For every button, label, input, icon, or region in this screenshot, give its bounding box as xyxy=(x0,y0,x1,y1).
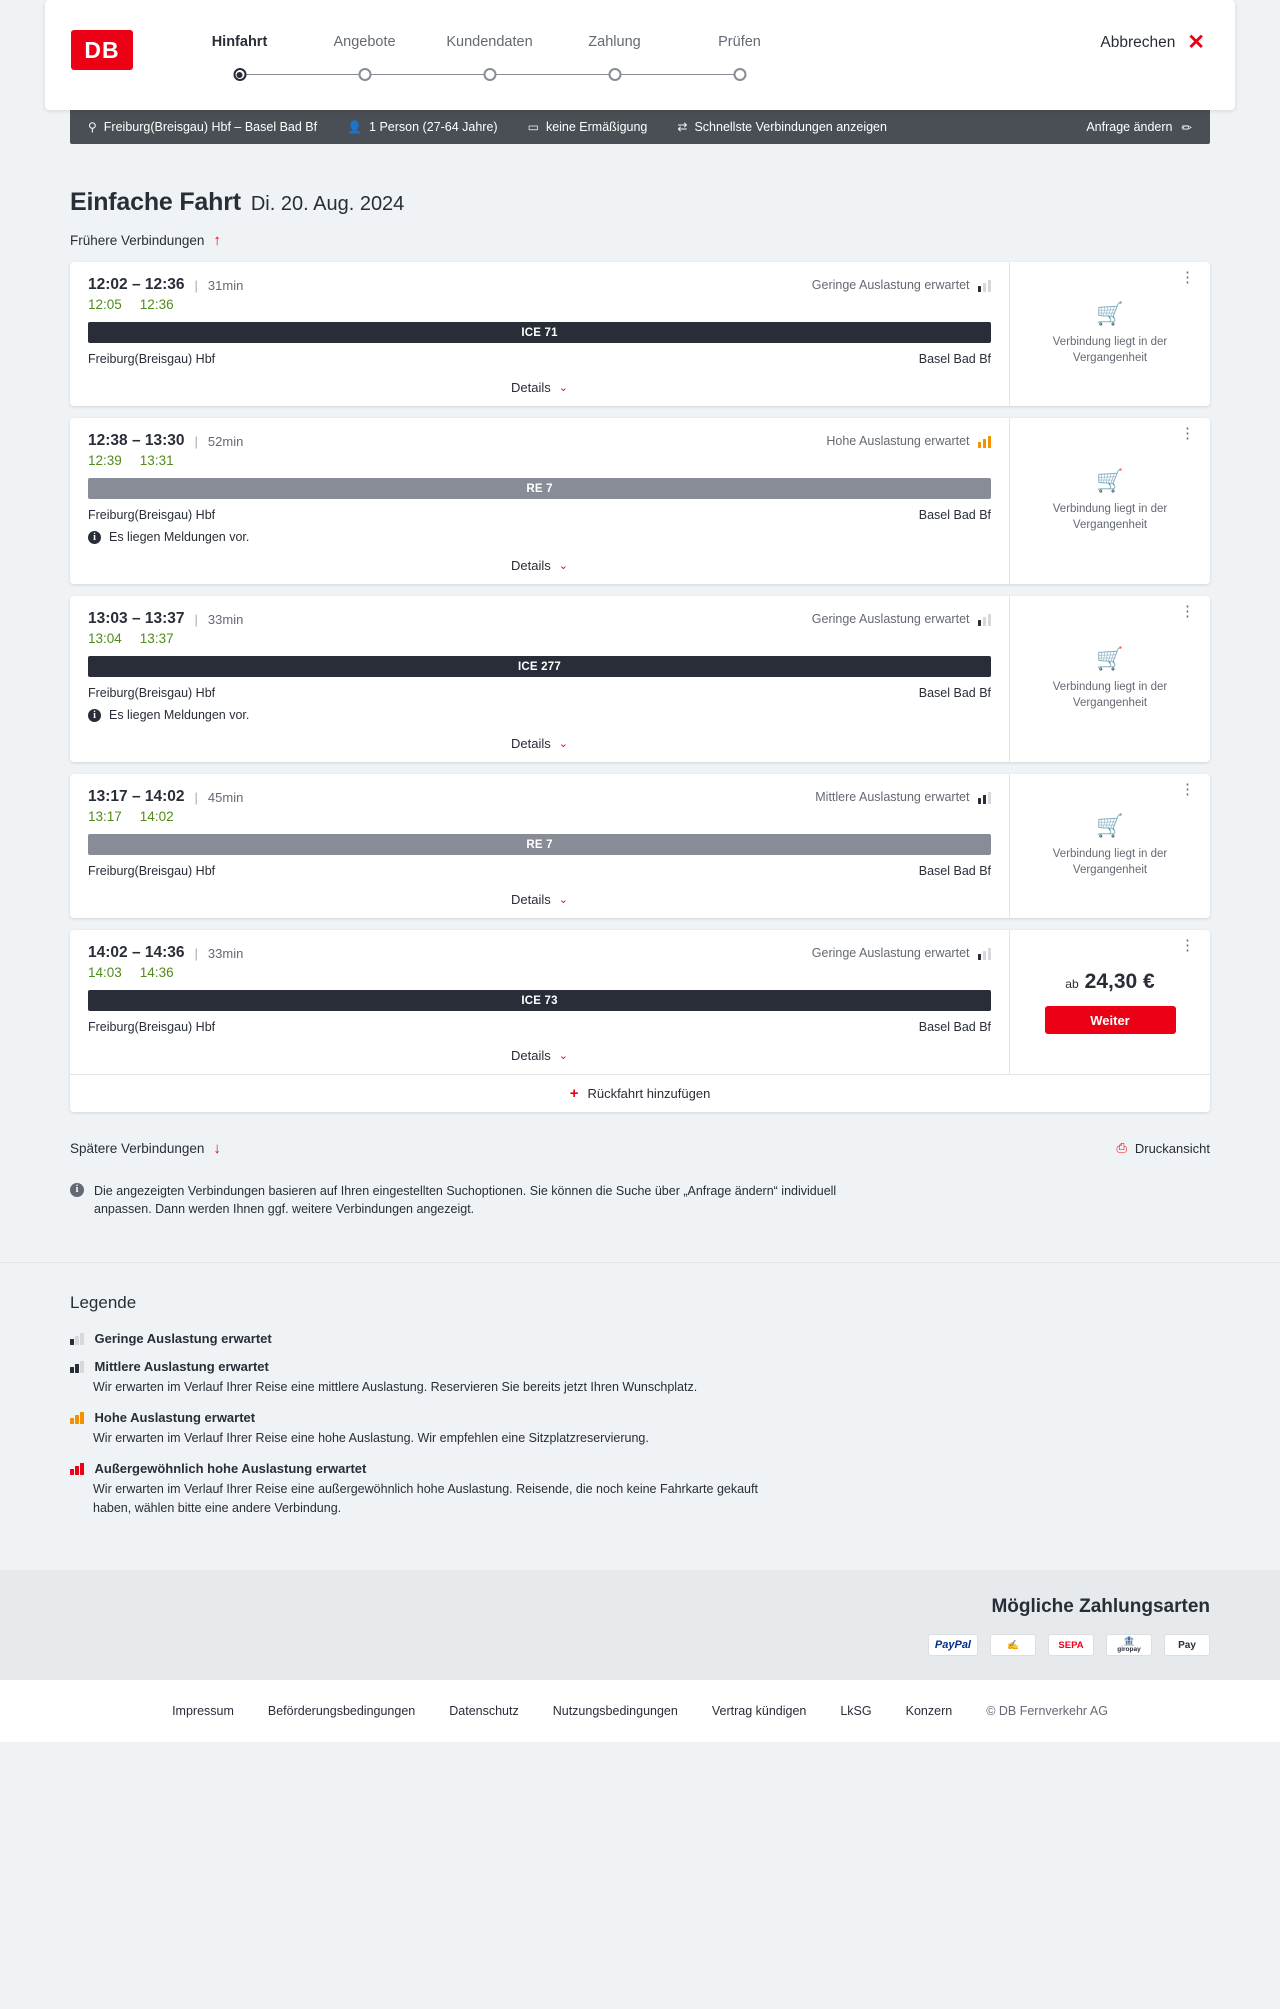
divider: | xyxy=(194,277,198,293)
page-title xyxy=(70,188,1210,217)
printer-icon: ⎙ xyxy=(1116,1140,1127,1155)
direct-debit-icon: ✍ xyxy=(990,1634,1036,1656)
train-badge: ICE 71 xyxy=(88,322,991,343)
occupancy-low-icon xyxy=(978,613,992,626)
step-label: Hinfahrt xyxy=(211,34,268,50)
occupancy-indicator xyxy=(812,612,991,626)
connection-action xyxy=(1010,262,1210,406)
connection-details xyxy=(70,774,1010,918)
station-from: Freiburg(Breisgau) Hbf xyxy=(88,508,216,522)
info-note-text: Die angezeigten Verbindungen basieren auf Ihren eingestellten Suchoptionen. Sie können die Suche über „Anfrage ändern“ individuell anpassen. Dann werden Ihnen ggf. weitere Verbindungen angezeigt. xyxy=(94,1184,837,1217)
connection-details xyxy=(70,930,1010,1074)
price-value: 24,30 € xyxy=(1084,970,1155,993)
connection-notice[interactable] xyxy=(88,530,991,544)
occupancy-label: Mittlere Auslastung erwartet xyxy=(815,790,970,804)
real-arrival: 13:37 xyxy=(139,631,174,646)
footer-link-lksg[interactable]: LkSG xyxy=(840,1704,872,1719)
more-options-icon[interactable]: ⋮ xyxy=(1180,603,1196,620)
details-toggle[interactable] xyxy=(88,1048,991,1074)
more-options-icon[interactable]: ⋮ xyxy=(1180,425,1196,442)
apple-pay-icon xyxy=(1164,1634,1210,1656)
db-logo[interactable]: DB xyxy=(71,30,133,70)
price-display xyxy=(1065,970,1154,994)
legend-item-label: Geringe Auslastung erwartet xyxy=(94,1331,272,1347)
step-pruefen[interactable] xyxy=(677,34,802,86)
train-badge: ICE 73 xyxy=(88,990,991,1011)
summary-passengers-label: 1 Person (27-64 Jahre) xyxy=(369,120,498,134)
giropay-glyph: 🏦 xyxy=(1123,1635,1135,1647)
station-to: Basel Bad Bf xyxy=(918,1020,991,1034)
connection-details xyxy=(70,596,1010,762)
occupancy-label: Hohe Auslastung erwartet xyxy=(826,434,970,448)
chevron-down-icon: ⌄ xyxy=(558,1050,568,1062)
summary-route xyxy=(88,120,317,134)
real-arrival: 14:02 xyxy=(139,809,174,824)
connection-details xyxy=(70,262,1010,406)
station-from: Freiburg(Breisgau) Hbf xyxy=(88,1020,216,1034)
occupancy-medium-icon xyxy=(978,791,992,804)
notice-label: Es liegen Meldungen vor. xyxy=(109,530,250,544)
later-label: Spätere Verbindungen xyxy=(70,1140,205,1156)
step-angebote[interactable] xyxy=(302,34,427,86)
time-range: 13:03 – 13:37 xyxy=(88,610,185,627)
cancel-button[interactable] xyxy=(1100,32,1205,53)
list-item xyxy=(70,1410,1210,1448)
details-label: Details xyxy=(511,380,551,395)
step-dot-icon xyxy=(358,68,371,81)
change-request-label: Anfrage ändern xyxy=(1086,120,1173,134)
info-icon: i xyxy=(88,531,101,544)
occupancy-high-icon xyxy=(70,1411,84,1424)
step-label: Kundendaten xyxy=(446,34,533,50)
title-main: Einfache Fahrt xyxy=(70,188,241,216)
page-footer xyxy=(0,1680,1280,1742)
more-options-icon[interactable]: ⋮ xyxy=(1180,937,1196,954)
past-connection-label: Verbindung liegt in der Vergangenheit xyxy=(1052,848,1168,876)
occupancy-indicator xyxy=(815,790,991,804)
earlier-connections-button[interactable] xyxy=(70,233,221,248)
legend-section xyxy=(0,1262,1280,1570)
real-departure: 12:39 xyxy=(88,453,122,468)
time-range: 12:38 – 13:30 xyxy=(88,432,185,449)
earlier-label: Frühere Verbindungen xyxy=(70,233,205,248)
occupancy-low-icon xyxy=(978,279,992,292)
step-label: Zahlung xyxy=(588,34,641,50)
cart-disabled-icon: 🛒 xyxy=(1096,813,1124,839)
add-return-trip-button[interactable] xyxy=(70,1074,1210,1112)
real-arrival: 12:36 xyxy=(139,297,174,312)
footer-link-nutzungsbedingungen[interactable]: Nutzungsbedingungen xyxy=(552,1704,678,1719)
title-date: Di. 20. Aug. 2024 xyxy=(250,193,405,215)
duration: 33min xyxy=(207,945,244,961)
divider: | xyxy=(194,611,198,627)
footer-link-vertrag-kuendigen[interactable]: Vertrag kündigen xyxy=(711,1704,807,1719)
real-departure: 14:03 xyxy=(88,965,122,980)
price-prefix: ab xyxy=(1065,977,1079,991)
legend-title: Legende xyxy=(70,1293,137,1313)
step-zahlung[interactable] xyxy=(552,34,677,86)
notice-label: Es liegen Meldungen vor. xyxy=(109,708,250,722)
progress-steps xyxy=(177,34,802,86)
train-badge: RE 7 xyxy=(88,834,991,855)
table-row[interactable] xyxy=(70,262,1210,406)
occupancy-medium-icon xyxy=(70,1360,84,1373)
duration: 31min xyxy=(207,277,244,293)
details-toggle[interactable] xyxy=(88,380,991,406)
summary-passengers xyxy=(347,120,498,134)
real-arrival: 13:31 xyxy=(139,453,174,468)
details-label: Details xyxy=(511,1048,551,1063)
footer-copyright: © DB Fernverkehr AG xyxy=(986,1704,1108,1719)
cart-disabled-icon: 🛒 xyxy=(1096,301,1124,327)
more-options-icon[interactable]: ⋮ xyxy=(1180,781,1196,798)
info-icon: i xyxy=(70,1183,84,1197)
train-badge: ICE 277 xyxy=(88,656,991,677)
summary-route-label: Freiburg(Breisgau) Hbf – Basel Bad Bf xyxy=(103,120,318,134)
legend-item-label: Mittlere Auslastung erwartet xyxy=(94,1359,269,1375)
time-range: 13:17 – 14:02 xyxy=(88,788,185,805)
station-from: Freiburg(Breisgau) Hbf xyxy=(88,352,216,366)
station-from: Freiburg(Breisgau) Hbf xyxy=(88,686,216,700)
connection-action xyxy=(1010,418,1210,584)
connection-notice[interactable] xyxy=(88,708,991,722)
station-to: Basel Bad Bf xyxy=(918,508,991,522)
summary-option xyxy=(677,120,887,134)
duration: 33min xyxy=(207,611,244,627)
footer-link-befoerderungsbedingungen[interactable]: Beförderungsbedingungen xyxy=(267,1704,416,1719)
print-view-button[interactable] xyxy=(1116,1140,1210,1156)
search-summary-bar xyxy=(70,110,1210,144)
divider: | xyxy=(194,433,198,449)
table-row[interactable] xyxy=(70,930,1210,1112)
chevron-down-icon: ⌄ xyxy=(558,382,568,394)
real-departure: 12:05 xyxy=(88,297,122,312)
list-item xyxy=(70,1359,1210,1397)
step-dot-icon xyxy=(483,68,496,81)
occupancy-label: Geringe Auslastung erwartet xyxy=(811,278,970,292)
info-icon: i xyxy=(88,709,101,722)
payment-methods-section xyxy=(0,1570,1280,1680)
past-connection-label: Verbindung liegt in der Vergangenheit xyxy=(1052,503,1168,531)
more-options-icon[interactable]: ⋮ xyxy=(1180,269,1196,286)
divider: | xyxy=(194,789,198,805)
step-label: Angebote xyxy=(333,34,396,50)
location-pin-icon: ⚲ xyxy=(88,120,97,134)
occupancy-label: Geringe Auslastung erwartet xyxy=(811,946,970,960)
footer-link-impressum[interactable]: Impressum xyxy=(172,1704,234,1719)
step-dot-icon xyxy=(733,68,746,81)
chevron-down-icon: ⌄ xyxy=(558,560,568,572)
occupancy-low-icon xyxy=(978,947,992,960)
main-content xyxy=(0,188,1280,1262)
connection-action xyxy=(1010,774,1210,918)
cart-disabled-icon: 🛒 xyxy=(1096,646,1124,672)
step-dot-icon xyxy=(608,68,621,81)
duration: 45min xyxy=(207,789,244,805)
footer-link-datenschutz[interactable]: Datenschutz xyxy=(449,1704,519,1719)
plus-icon: + xyxy=(569,1085,579,1102)
table-row[interactable] xyxy=(70,774,1210,918)
payment-title: Mögliche Zahlungsarten xyxy=(991,1596,1210,1618)
step-label: Prüfen xyxy=(718,34,761,50)
change-request-button[interactable] xyxy=(1086,120,1192,135)
add-return-label: Rückfahrt hinzufügen xyxy=(587,1086,711,1101)
occupancy-low-icon xyxy=(70,1332,84,1345)
legend-item-desc: Wir erwarten im Verlauf Ihrer Reise eine mittlere Auslastung. Reservieren Sie bereits jetzt Ihren Wunschplatz. xyxy=(93,1380,698,1395)
station-to: Basel Bad Bf xyxy=(918,686,991,700)
connection-booking xyxy=(1010,930,1210,1074)
real-arrival: 14:36 xyxy=(139,965,174,980)
divider: | xyxy=(194,945,198,961)
occupancy-indicator xyxy=(826,434,991,448)
sepa-icon: SEPA xyxy=(1048,1634,1094,1656)
connection-action xyxy=(1010,596,1210,762)
legend-item-label: Hohe Auslastung erwartet xyxy=(94,1410,256,1425)
footer-link-konzern[interactable]: Konzern xyxy=(905,1704,953,1719)
pencil-icon: ✏ xyxy=(1181,120,1192,135)
print-label: Druckansicht xyxy=(1134,1140,1210,1156)
time-range: 12:02 – 12:36 xyxy=(88,276,185,293)
real-departure: 13:04 xyxy=(88,631,122,646)
station-to: Basel Bad Bf xyxy=(918,864,991,878)
step-kundendaten[interactable] xyxy=(427,34,552,86)
table-row[interactable] xyxy=(70,418,1210,584)
step-dot-icon xyxy=(233,68,246,81)
details-label: Details xyxy=(511,892,551,907)
summary-discount xyxy=(528,120,648,134)
details-toggle[interactable] xyxy=(88,736,991,762)
legend-item-desc: Wir erwarten im Verlauf Ihrer Reise eine hohe Auslastung. Wir empfehlen eine Sitzplatzreservierung. xyxy=(93,1431,649,1445)
giropay-icon xyxy=(1106,1634,1152,1656)
details-toggle[interactable] xyxy=(88,558,991,584)
occupancy-indicator xyxy=(812,946,991,960)
occupancy-high-icon xyxy=(978,435,992,448)
station-from: Freiburg(Breisgau) Hbf xyxy=(88,864,216,878)
person-icon: 👤 xyxy=(347,120,363,134)
apple-pay-label: Pay xyxy=(1178,1639,1196,1651)
summary-option-label: Schnellste Verbindungen anzeigen xyxy=(694,120,887,134)
cancel-label: Abbrechen xyxy=(1100,33,1176,51)
station-to: Basel Bad Bf xyxy=(918,352,991,366)
table-row[interactable] xyxy=(70,596,1210,762)
occupancy-indicator xyxy=(812,278,991,292)
search-info-note xyxy=(70,1182,850,1262)
continue-button[interactable]: Weiter xyxy=(1045,1006,1176,1034)
legend-item-desc: Wir erwarten im Verlauf Ihrer Reise eine außergewöhnlich hohe Auslastung. Reisende, die noch keine Fahrkarte gekauft haben, wählen bitte eine andere Verbindung. xyxy=(93,1481,758,1515)
cart-disabled-icon: 🛒 xyxy=(1096,468,1124,494)
chevron-down-icon: ⌄ xyxy=(558,738,568,750)
legend-item-label: Außergewöhnlich hohe Auslastung erwartet xyxy=(94,1460,367,1476)
card-icon: ▭ xyxy=(527,120,539,134)
occupancy-very-high-icon xyxy=(70,1462,84,1475)
details-label: Details xyxy=(511,558,551,573)
duration: 52min xyxy=(207,433,244,449)
later-connections-button[interactable] xyxy=(70,1141,221,1156)
past-connection-label: Verbindung liegt in der Vergangenheit xyxy=(1052,681,1168,709)
past-connection-label: Verbindung liegt in der Vergangenheit xyxy=(1052,336,1168,364)
app-header xyxy=(45,0,1235,110)
connection-details xyxy=(70,418,1010,584)
close-icon: ✕ xyxy=(1187,31,1205,54)
summary-discount-label: keine Ermäßigung xyxy=(545,120,648,134)
occupancy-label: Geringe Auslastung erwartet xyxy=(811,612,970,626)
paypal-icon: PayPal xyxy=(928,1634,978,1656)
list-item xyxy=(70,1331,1210,1346)
train-badge: RE 7 xyxy=(88,478,991,499)
arrow-down-icon: ↓ xyxy=(213,1139,221,1157)
swap-icon: ⇄ xyxy=(677,120,688,134)
arrow-up-icon: ↑ xyxy=(213,232,221,249)
giropay-label: giropay xyxy=(1117,1646,1141,1654)
list-item xyxy=(70,1461,1210,1518)
details-toggle[interactable] xyxy=(88,892,991,918)
chevron-down-icon: ⌄ xyxy=(558,894,568,906)
connections-list xyxy=(70,262,1210,1112)
time-range: 14:02 – 14:36 xyxy=(88,944,185,961)
real-departure: 13:17 xyxy=(88,809,122,824)
details-label: Details xyxy=(511,736,551,751)
step-hinfahrt[interactable] xyxy=(177,34,302,86)
